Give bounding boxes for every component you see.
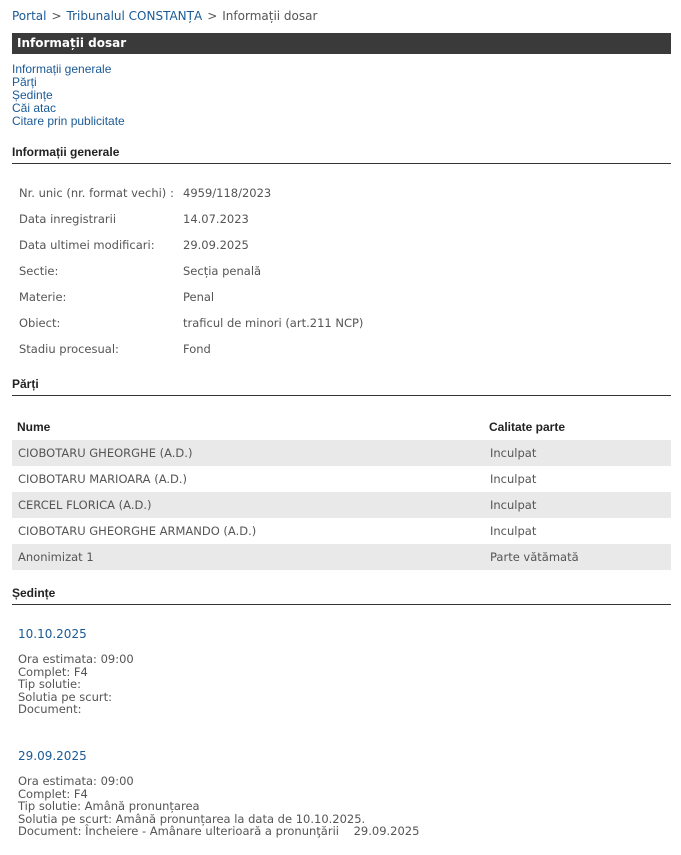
info-value: traficul de minori (art.211 NCP) bbox=[183, 316, 364, 330]
info-value: 29.09.2025 bbox=[183, 238, 249, 252]
section-nav bbox=[12, 63, 125, 128]
info-label: Data inregistrarii bbox=[19, 212, 117, 226]
section-heading-parties: Părți bbox=[12, 377, 671, 396]
table-row bbox=[12, 440, 671, 466]
info-value: Secția penală bbox=[183, 264, 262, 278]
section-heading-general: Informații generale bbox=[12, 145, 671, 164]
toc-link-general[interactable]: Informații generale bbox=[12, 62, 112, 76]
toc-link-sessions[interactable]: Ședințe bbox=[12, 88, 53, 102]
session-details bbox=[18, 653, 134, 716]
party-role: Inculpat bbox=[490, 446, 537, 460]
session-time: Ora estimata: 09:00 bbox=[18, 774, 134, 788]
session-document: Document: bbox=[18, 702, 82, 716]
info-label: Sectie: bbox=[19, 264, 59, 278]
party-name: CIOBOTARU MARIOARA (A.D.) bbox=[18, 472, 188, 486]
session-solution-summary: Solutia pe scurt: bbox=[18, 689, 112, 704]
section-heading-sessions: Ședințe bbox=[12, 586, 671, 605]
info-value: 14.07.2023 bbox=[183, 212, 249, 226]
session-solution-type: Tip solutie: Amână pronunțarea bbox=[18, 799, 200, 813]
party-role: Inculpat bbox=[490, 524, 537, 538]
party-role: Inculpat bbox=[490, 498, 537, 512]
info-value: Penal bbox=[183, 290, 215, 304]
info-label: Stadiu procesual: bbox=[19, 342, 119, 356]
session-solution-type: Tip solutie: bbox=[18, 677, 81, 691]
session-date: 29.09.2025 bbox=[18, 749, 87, 763]
toc-link-appeals[interactable]: Căi atac bbox=[12, 101, 57, 115]
table-row bbox=[12, 518, 671, 544]
breadcrumb-separator: > bbox=[51, 9, 62, 23]
info-label: Obiect: bbox=[19, 316, 61, 330]
party-name: CIOBOTARU GHEORGHE (A.D.) bbox=[18, 446, 193, 460]
toc-link-parties[interactable]: Părți bbox=[12, 75, 37, 89]
session-date: 10.10.2025 bbox=[18, 627, 87, 641]
info-label: Nr. unic (nr. format vechi) : bbox=[19, 186, 174, 200]
info-value: 4959/118/2023 bbox=[183, 186, 272, 200]
session-panel: Complet: F4 bbox=[18, 786, 88, 801]
session-document: Document: Încheiere - Amânare ulterioară a pronunţării 29.09.2025 bbox=[18, 824, 420, 838]
parties-table-header bbox=[12, 414, 671, 438]
breadcrumb-separator: > bbox=[207, 9, 218, 23]
breadcrumb-portal[interactable]: Portal bbox=[12, 9, 47, 23]
party-role: Parte vătămată bbox=[490, 550, 579, 564]
session-details bbox=[18, 775, 419, 838]
breadcrumb-court[interactable]: Tribunalul CONSTANȚA bbox=[66, 9, 203, 23]
table-row bbox=[12, 544, 671, 570]
session-time: Ora estimata: 09:00 bbox=[18, 652, 134, 666]
column-header-role: Calitate parte bbox=[489, 420, 566, 434]
party-name: CERCEL FLORICA (A.D.) bbox=[18, 498, 152, 512]
info-label: Data ultimei modificari: bbox=[19, 238, 155, 252]
party-name: Anonimizat 1 bbox=[18, 550, 94, 564]
session-solution-summary: Solutia pe scurt: Amână pronunțarea la data de 10.10.2025. bbox=[18, 811, 366, 826]
toc-link-public-summons[interactable]: Citare prin publicitate bbox=[12, 114, 125, 128]
breadcrumb-current: Informații dosar bbox=[222, 9, 318, 23]
info-label: Materie: bbox=[19, 290, 67, 304]
party-name: CIOBOTARU GHEORGHE ARMANDO (A.D.) bbox=[18, 524, 257, 538]
info-value: Fond bbox=[183, 342, 211, 356]
breadcrumb bbox=[12, 9, 317, 23]
column-header-name: Nume bbox=[17, 420, 51, 434]
table-row bbox=[12, 492, 671, 518]
page-title: Informații dosar bbox=[12, 33, 671, 54]
session-panel: Complet: F4 bbox=[18, 664, 88, 679]
table-row bbox=[12, 466, 671, 492]
party-role: Inculpat bbox=[490, 472, 537, 486]
